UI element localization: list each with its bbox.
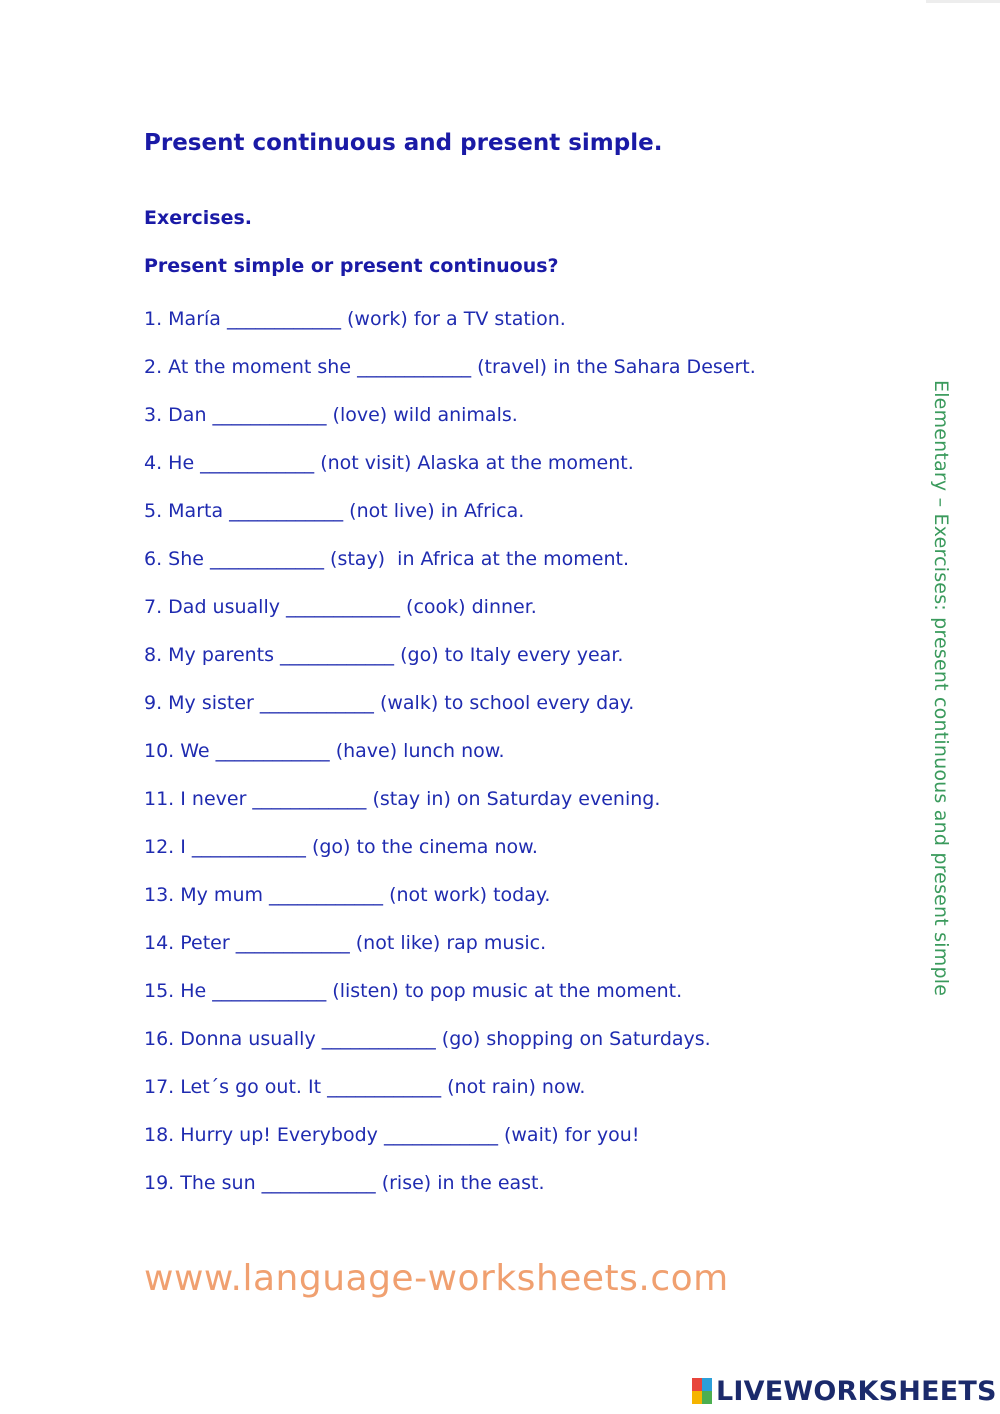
exercise-item-2: 2. At the moment she ____________ (travel) in the Sahara Desert.	[144, 356, 756, 378]
footer-website-url[interactable]: www.language-worksheets.com	[144, 1258, 729, 1299]
exercise-item-4: 4. He ____________ (not visit) Alaska at the moment.	[144, 452, 634, 474]
exercise-item-3: 3. Dan ____________ (love) wild animals.	[144, 404, 518, 426]
exercise-item-7: 7. Dad usually ____________ (cook) dinner.	[144, 596, 537, 618]
exercises-heading: Exercises.	[144, 207, 252, 229]
exercise-item-10: 10. We ____________ (have) lunch now.	[144, 740, 505, 762]
liveworksheets-logo-icon	[692, 1378, 712, 1404]
side-level-label: Elementary – Exercises: present continuous and present simple	[930, 380, 952, 997]
page-title: Present continuous and present simple.	[144, 130, 663, 156]
liveworksheets-wordmark: LIVEWORKSHEETS	[716, 1375, 997, 1407]
exercise-item-17: 17. Let´s go out. It ____________ (not rain) now.	[144, 1076, 586, 1098]
exercise-item-6: 6. She ____________ (stay) in Africa at the moment.	[144, 548, 629, 570]
liveworksheets-brand[interactable]	[692, 1374, 997, 1408]
exercise-item-5: 5. Marta ____________ (not live) in Africa.	[144, 500, 525, 522]
exercise-list	[144, 306, 756, 1218]
exercise-item-9: 9. My sister ____________ (walk) to school every day.	[144, 692, 635, 714]
exercise-item-1: 1. María ____________ (work) for a TV station.	[144, 308, 566, 330]
exercise-item-15: 15. He ____________ (listen) to pop music at the moment.	[144, 980, 683, 1002]
scan-edge-mark	[926, 0, 1000, 3]
exercise-item-16: 16. Donna usually ____________ (go) shopping on Saturdays.	[144, 1028, 711, 1050]
exercise-item-13: 13. My mum ____________ (not work) today.	[144, 884, 551, 906]
exercise-item-11: 11. I never ____________ (stay in) on Saturday evening.	[144, 788, 661, 810]
exercise-item-14: 14. Peter ____________ (not like) rap music.	[144, 932, 547, 954]
exercise-item-12: 12. I ____________ (go) to the cinema now.	[144, 836, 538, 858]
exercise-item-19: 19. The sun ____________ (rise) in the east.	[144, 1172, 545, 1194]
exercise-item-8: 8. My parents ____________ (go) to Italy every year.	[144, 644, 624, 666]
exercise-item-18: 18. Hurry up! Everybody ____________ (wait) for you!	[144, 1124, 640, 1146]
exercise-instructions-heading: Present simple or present continuous?	[144, 255, 559, 277]
